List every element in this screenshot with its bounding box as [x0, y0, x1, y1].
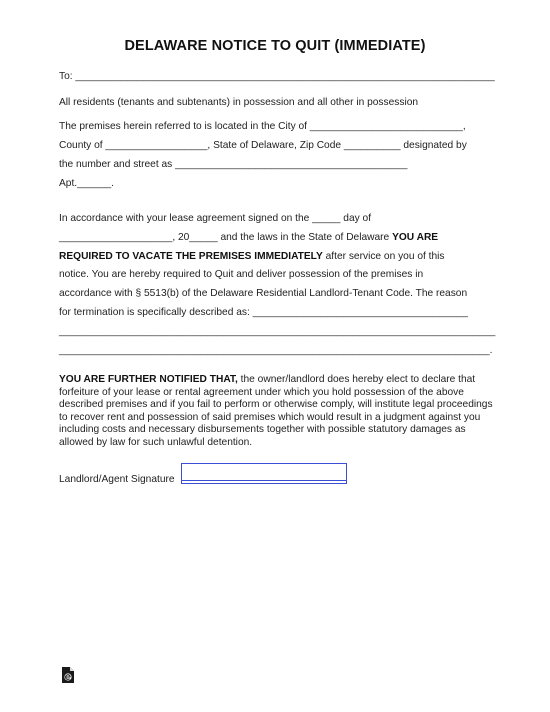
residents-line: All residents (tenants and subtenants) in possession and all other in possession [59, 97, 419, 108]
further-notice-paragraph [59, 374, 499, 450]
signature-label: Landlord/Agent Signature [59, 474, 175, 485]
premises-county-line: County of __________________, State of Delaware, Zip Code __________ designated by [59, 140, 467, 151]
reason-line: for termination is specifically described as: ______________________________________ [59, 307, 468, 318]
to-line: To: __________________________________________________________________________ [59, 71, 495, 82]
you-are-bold: YOU ARE [392, 232, 439, 243]
signature-field[interactable] [181, 463, 347, 484]
premises-apt-line: Apt.______. [59, 178, 114, 189]
lease-year-line [59, 231, 438, 244]
reason-blank-line-1: _____________________________________________________________________________ [59, 326, 496, 337]
signature-underline [182, 480, 346, 481]
further-notice-bold: YOU ARE FURTHER NOTIFIED THAT, [59, 374, 238, 385]
vacate-text: after service on you of this [322, 251, 445, 262]
further-notice-text: the owner/landlord does hereby elect to declare that forfeiture of your lease or rental agreement under which you hold possession of the above described premises and if you fail to perform or otherwise comply, will institute legal proceedings to recover rent and possession of said premises which would result in a judgment against you including costs and necessary disbursements together with possible statutory damages as allowed by law for such unlawful detention. [59, 374, 493, 448]
premises-street-line: the number and street as _________________________________________ [59, 159, 408, 170]
reason-blank-line-2: ____________________________________________________________________________. [59, 345, 493, 356]
vacate-line [59, 250, 445, 263]
code-line: accordance with § 5513(b) of the Delaware Residential Landlord-Tenant Code. The reason [59, 288, 468, 299]
premises-city-line: The premises herein referred to is located in the City of ___________________________, [59, 121, 466, 132]
lease-date-line: In accordance with your lease agreement signed on the _____ day of [59, 213, 372, 224]
document-title: DELAWARE NOTICE TO QUIT (IMMEDIATE) [124, 38, 426, 54]
quit-line: notice. You are hereby required to Quit and deliver possession of the premises in [59, 269, 424, 280]
lease-year-text: ____________________, 20_____ and the laws in the State of Delaware [59, 232, 393, 243]
eforms-logo-icon [60, 666, 76, 684]
vacate-bold: REQUIRED TO VACATE THE PREMISES IMMEDIATELY [59, 251, 323, 262]
